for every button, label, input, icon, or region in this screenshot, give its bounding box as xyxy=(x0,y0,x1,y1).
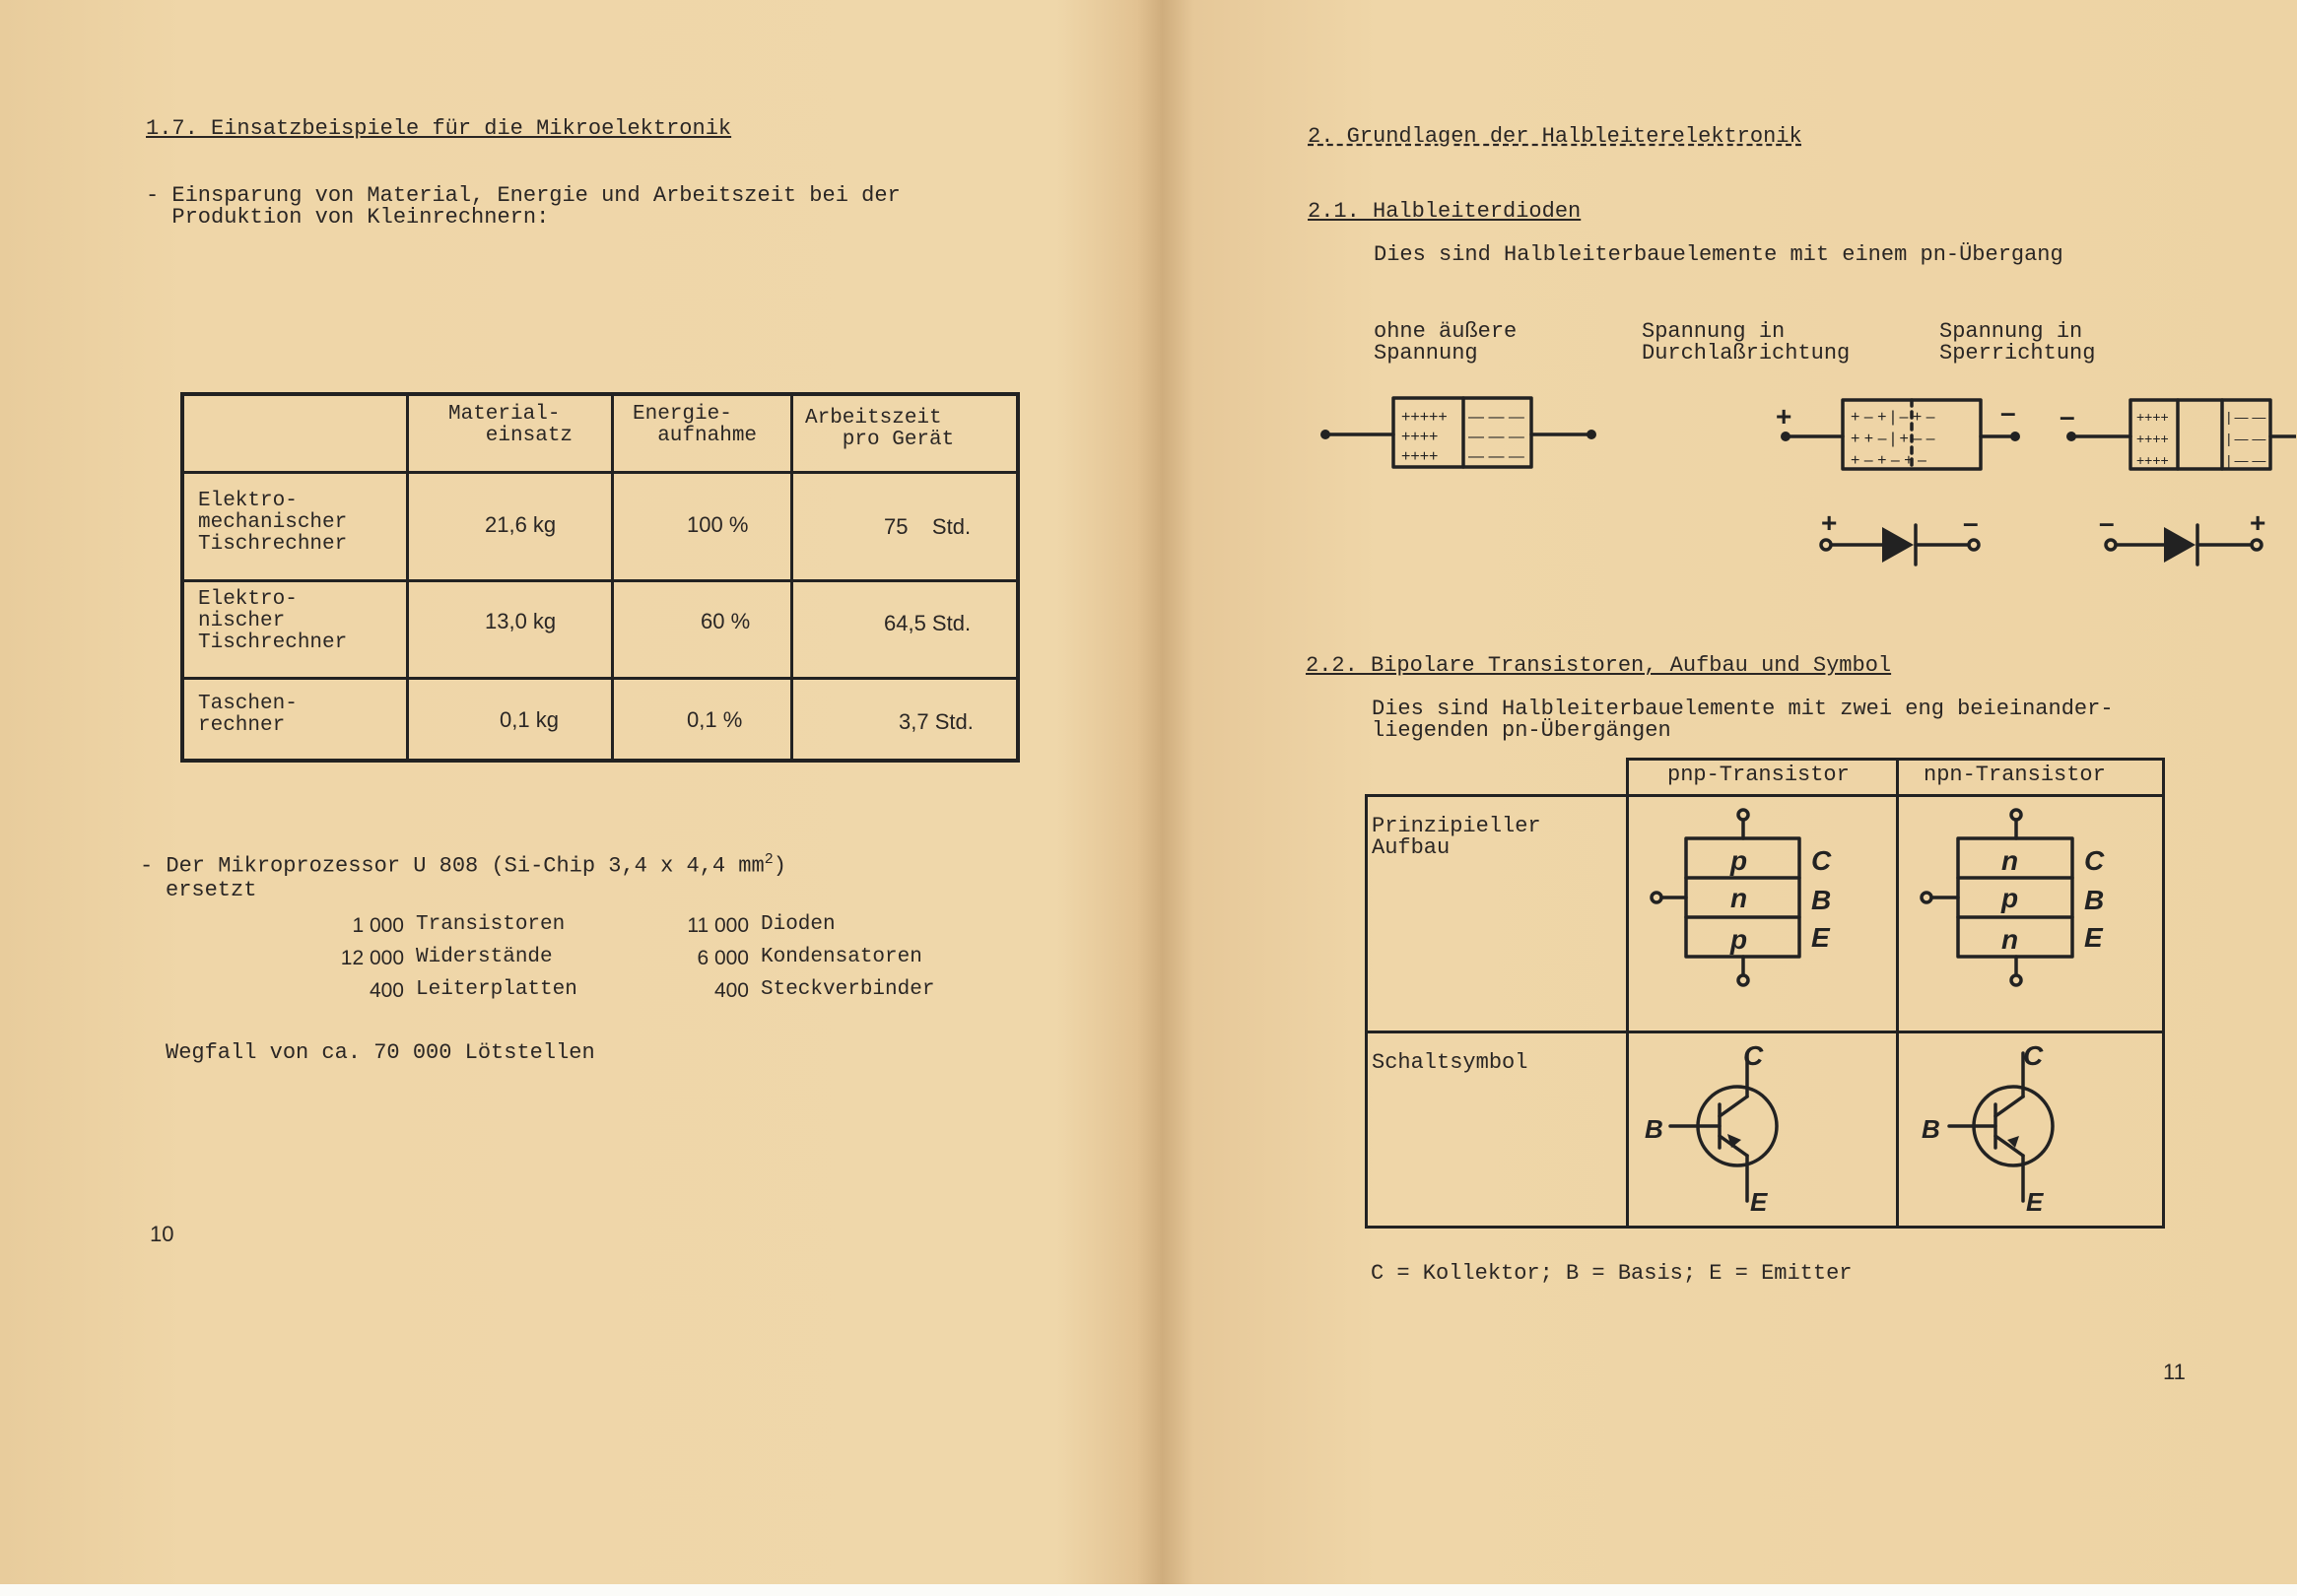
svg-text:B: B xyxy=(1645,1114,1663,1144)
npn-structure-icon xyxy=(1922,810,2105,985)
col-npn-header: npn-Transistor xyxy=(1924,763,2106,787)
ersetzt-label: ersetzt xyxy=(166,878,257,902)
diode-caption: ohne äußere Spannung xyxy=(1374,319,1518,366)
row-label: Elektro- nischer Tischrechner xyxy=(198,588,348,654)
svg-text:E: E xyxy=(2026,1187,2044,1217)
svg-text:++++: ++++ xyxy=(2136,409,2169,425)
diode-caption: Spannung in Durchlaßrichtung xyxy=(1642,319,1851,366)
svg-text:p: p xyxy=(2001,883,2019,913)
cell-material: 21,6 kg xyxy=(485,512,557,537)
svg-text:| — —: | — — xyxy=(2227,452,2266,468)
svg-text:++++: ++++ xyxy=(2136,452,2169,468)
row-label: Elektro- mechanischer Tischrechner xyxy=(198,490,348,556)
svg-text:C: C xyxy=(1811,845,1832,876)
left-page xyxy=(0,0,1153,1584)
svg-text:B: B xyxy=(1811,885,1832,915)
comparison-table xyxy=(180,392,1020,763)
svg-text:| — —: | — — xyxy=(2227,431,2266,446)
svg-text:–: – xyxy=(1963,507,1979,538)
svg-text:+: + xyxy=(1821,507,1838,538)
section-heading: 1.7. Einsatzbeispiele für die Mikroelektronik xyxy=(146,116,732,141)
transistor-structure-diagrams xyxy=(1629,797,2165,1031)
svg-text:| — —: | — — xyxy=(2227,409,2266,425)
svg-text:+++++: +++++ xyxy=(1401,409,1448,426)
pn-junction-unbiased-icon xyxy=(1320,398,1596,467)
svg-text:n: n xyxy=(2001,845,2019,876)
col-pnp-header: pnp-Transistor xyxy=(1667,763,1850,787)
wegfall-text: Wegfall von ca. 70 000 Lötstellen xyxy=(166,1040,595,1065)
cell-zeit: 3,7 Std. xyxy=(899,709,974,734)
svg-text:+: + xyxy=(1776,401,1792,432)
svg-text:— — —: — — — xyxy=(1468,409,1524,426)
svg-text:— — —: — — — xyxy=(1468,448,1524,465)
npn-transistor-symbol-icon xyxy=(1922,1040,2053,1217)
svg-text:B: B xyxy=(1922,1114,1940,1144)
cell-zeit: 75 Std. xyxy=(884,514,972,539)
svg-text:C: C xyxy=(2023,1040,2044,1071)
svg-text:++++: ++++ xyxy=(2136,431,2169,446)
header-material: Material- einsatz xyxy=(448,403,574,447)
section-heading-transistors: 2.2. Bipolare Transistoren, Aufbau und Symbol xyxy=(1306,653,1892,678)
replaced-list: 1 000 Transistoren 12 000 Widerstände 400 Leiterplatten 11 000 Dioden 6 000 Kondensatoren 400 Steckverbinder xyxy=(340,913,935,1002)
bullet-microprocessor: - Der Mikroprozessor U 808 (Si-Chip 3,4 x 4,4 $mm^2$) xyxy=(140,851,786,879)
svg-text:E: E xyxy=(2084,922,2103,953)
pnp-transistor-symbol-icon xyxy=(1645,1040,1777,1217)
page-edge xyxy=(0,1584,2297,1596)
svg-text:–: – xyxy=(2060,401,2075,432)
row-aufbau-label: Prinzipieller Aufbau xyxy=(1372,814,1541,860)
header-arbeitszeit: Arbeitszeit pro Gerät xyxy=(805,407,955,451)
svg-text:+ + – | + – –: + + – | + – – xyxy=(1851,431,1935,447)
diode-reverse-icon xyxy=(2099,507,2265,565)
header-energie: Energie- aufnahme xyxy=(633,403,758,447)
diode-diagrams xyxy=(1311,384,2296,581)
terminal-legend: C = Kollektor; B = Basis; E = Emitter xyxy=(1371,1261,1853,1286)
cell-zeit: 64,5 Std. xyxy=(884,611,972,635)
page-number: 10 xyxy=(150,1222,174,1246)
svg-text:— — —: — — — xyxy=(1468,429,1524,445)
transistors-text: Dies sind Halbleiterbauelemente mit zwei eng beieinander- liegenden pn-Übergängen xyxy=(1372,697,2114,743)
svg-text:n: n xyxy=(2001,924,2019,955)
svg-text:p: p xyxy=(1730,924,1748,955)
svg-text:–: – xyxy=(2000,397,2016,428)
cell-energie: 100 % xyxy=(687,512,749,537)
diode-caption: Spannung in Sperrichtung xyxy=(1939,319,2096,366)
svg-text:C: C xyxy=(2084,845,2105,876)
cell-material: 0,1 kg xyxy=(500,707,559,732)
pn-junction-forward-icon xyxy=(1776,397,2020,469)
svg-text:+: + xyxy=(2250,507,2266,538)
cell-material: 13,0 kg xyxy=(485,609,557,633)
page-number: 11 xyxy=(2163,1360,2186,1384)
svg-text:E: E xyxy=(1811,922,1830,953)
svg-text:C: C xyxy=(1743,1040,1764,1071)
svg-text:p: p xyxy=(1730,845,1748,876)
row-label: Taschen- rechner xyxy=(198,693,298,737)
pn-junction-reverse-icon xyxy=(2060,400,2296,469)
chapter-heading: 2. Grundlagen der Halbleiterelektronik xyxy=(1308,124,1802,149)
cell-energie: 60 % xyxy=(701,609,751,633)
svg-text:–: – xyxy=(2099,507,2115,538)
cell-energie: 0,1 % xyxy=(687,707,743,732)
section-heading-diodes: 2.1. Halbleiterdioden xyxy=(1308,199,1582,224)
diode-forward-icon xyxy=(1821,507,1979,565)
pnp-structure-icon xyxy=(1652,810,1832,985)
diodes-text: Dies sind Halbleiterbauelemente mit einem pn-Übergang xyxy=(1374,242,2063,267)
row-symbol-label: Schaltsymbol xyxy=(1372,1050,1528,1075)
svg-text:++++: ++++ xyxy=(1401,448,1439,465)
svg-text:E: E xyxy=(1750,1187,1768,1217)
svg-text:++++: ++++ xyxy=(1401,429,1439,445)
svg-text:n: n xyxy=(1730,883,1748,913)
right-page xyxy=(1153,0,2297,1584)
bullet-savings: - Einsparung von Material, Energie und Arbeitszeit bei der Produktion von Kleinrechnern: xyxy=(146,183,901,230)
svg-text:B: B xyxy=(2084,885,2105,915)
transistor-symbol-diagrams xyxy=(1629,1033,2165,1226)
svg-text:+ – + | – + –: + – + | – + – xyxy=(1851,409,1935,426)
svg-text:+ – + – + –: + – + – + – xyxy=(1851,452,1926,469)
